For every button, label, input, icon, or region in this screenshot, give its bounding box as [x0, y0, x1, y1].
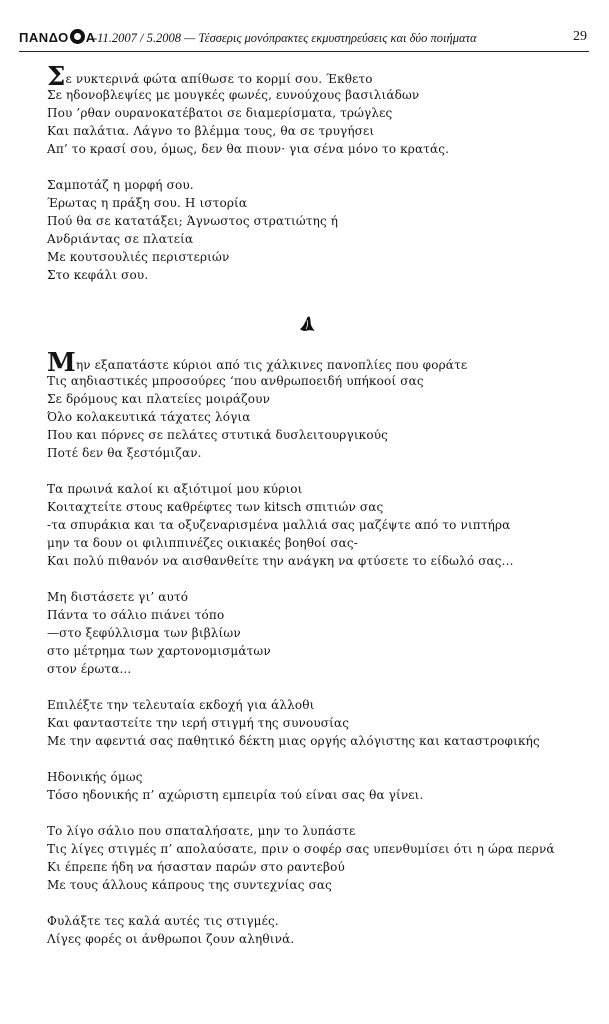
running-title: -11.2007 / 5.2008 — Τέσσερις μονόπρακτες εκμυστηρεύσεις και δύο ποιήματα [93, 31, 477, 45]
poem-line: Απ’ το κρασί σου, όμως, δεν θα πιουν· για σένα μόνο το κρατάς. [47, 142, 450, 156]
poem-line: Σε δρόμους και πλατείες μοιράζουν [47, 392, 271, 406]
bird-ornament-icon [297, 314, 317, 334]
poem-line: Σαμποτάζ η μορφή σου. [47, 178, 194, 192]
stanza-break [47, 158, 449, 176]
poem-line: Και παλάτια. Λάγνο το βλέμμα τους, θα σε τρυγήσει [47, 124, 375, 138]
stanza-break [47, 804, 555, 822]
drop-cap: Μ [47, 348, 76, 378]
poem-line: Το λίγο σάλιο που σπαταλήσατε, μην το λυπάστε [47, 824, 356, 838]
poem-line: Ανδριάντας σε πλατεία [47, 232, 194, 246]
poem-line: Με κουτσουλιές περιστεριών [47, 250, 230, 264]
drop-cap: Σ [47, 62, 66, 92]
poem-line [47, 62, 449, 92]
stanza-break [47, 750, 555, 768]
poem-two [47, 348, 555, 948]
poem-line: Φυλάξτε τες καλά αυτές τις στιγμές. [47, 914, 279, 928]
poem-line: Και φανταστείτε την ιερή στιγμή της συνουσίας [47, 716, 350, 730]
poem-one [47, 62, 450, 284]
poem-line: Με τους άλλους κάπρους της συντεχνίας σας [47, 878, 333, 892]
poem-line: Τις αηδιαστικές μπροσούρες ‘που ανθρωποειδή υπήκοοί σας [47, 374, 424, 388]
poem-line: Πού θα σε κατατάξει; Άγνωστος στρατιώτης ή [47, 214, 339, 228]
stanza-break [47, 462, 555, 480]
poem-line: Σε ηδονοβλεψίες με μουγκές φωνές, ευνούχους βασιλιάδων [47, 88, 420, 102]
poem-line: Τόσο ηδονικής π’ αχώριστη εμπειρία τού είναι σας θα γίνει. [47, 788, 424, 802]
logo-mark-icon [70, 29, 85, 44]
poem-line: Και πολύ πιθανόν να αισθανθείτε την ανάγκη να φτύσετε το είδωλό σας... [47, 554, 514, 568]
poem-line: μην τα δουν οι φιλιππινέζες οικιακές βοηθοί σας- [47, 536, 358, 550]
poem-line [47, 348, 555, 378]
poem-line: Όλο κολακευτικά τάχατες λόγια [47, 410, 251, 424]
poem-line: στον έρωτα... [47, 662, 132, 676]
logo-text-left: ΠΑΝΔΟ [19, 30, 69, 45]
page-number: 29 [573, 29, 587, 44]
poem-line: Τα πρωινά καλοί κι αξιότιμοί μου κύριοι [47, 482, 303, 496]
poem-line: Που ’ρθαν ουρανοκατέβατοι σε διαμερίσματα, τρώγλες [47, 106, 393, 120]
poem-line: Κοιταχτείτε στους καθρέφτες των kitsch σπιτιών σας [47, 500, 384, 514]
poem-line: Επιλέξτε την τελευταία εκδοχή για άλλοθι [47, 698, 315, 712]
poem-line: Λίγες φορές οι άνθρωποι ζουν αληθινά. [47, 932, 295, 946]
poem-line: Πάντα το σάλιο πιάνει τόπο [47, 608, 225, 622]
poem-line: Ηδονικής όμως [47, 770, 143, 784]
poem-line: Στο κεφάλι σου. [47, 268, 149, 282]
stanza-break [47, 570, 555, 588]
poem-line: Ποτέ δεν θα ξεστόμιζαν. [47, 446, 202, 460]
poem-line-text: ε νυκτερινά φώτα απίθωσε το κορμί σου. Έκθετο [65, 72, 373, 86]
poem-line: Κι έπρεπε ήδη να ήσασταν παρών στο ραντεβού [47, 860, 345, 874]
stanza-break [47, 894, 555, 912]
poem-line: Που και πόρνες σε πελάτες στυτικά δυσλειτουργικούς [47, 428, 389, 442]
poem-line: στο μέτρημα των χαρτονομισμάτων [47, 644, 271, 658]
poem-line: Έρωτας η πράξη σου. Η ιστορία [47, 196, 248, 210]
stanza-break [47, 678, 555, 696]
logo-text-right: Α [85, 30, 96, 45]
poem-line: -τα σπυράκια και τα οξυζεναρισμένα μαλλιά σας μαζέψτε από το νιπτήρα [47, 518, 511, 532]
page-header [19, 29, 589, 52]
poem-line: Τις λίγες στιγμές π’ απολαύσατε, πριν ο σοφέρ σας υπενθυμίσει ότι η ώρα περνά [47, 842, 555, 856]
poem-line: Μη διστάσετε γι’ αυτό [47, 590, 189, 604]
poem-line: Με την αφεντιά σας παθητικό δέκτη μιας οργής αλόγιστης και καταστροφικής [47, 734, 540, 748]
poem-line: —στο ξεφύλλισμα των βιβλίων [47, 626, 241, 640]
pandora-logo [19, 30, 96, 45]
poem-line-text: ην εξαπατάστε κύριοι από τις χάλκινες πανοπλίες που φοράτε [75, 358, 468, 372]
